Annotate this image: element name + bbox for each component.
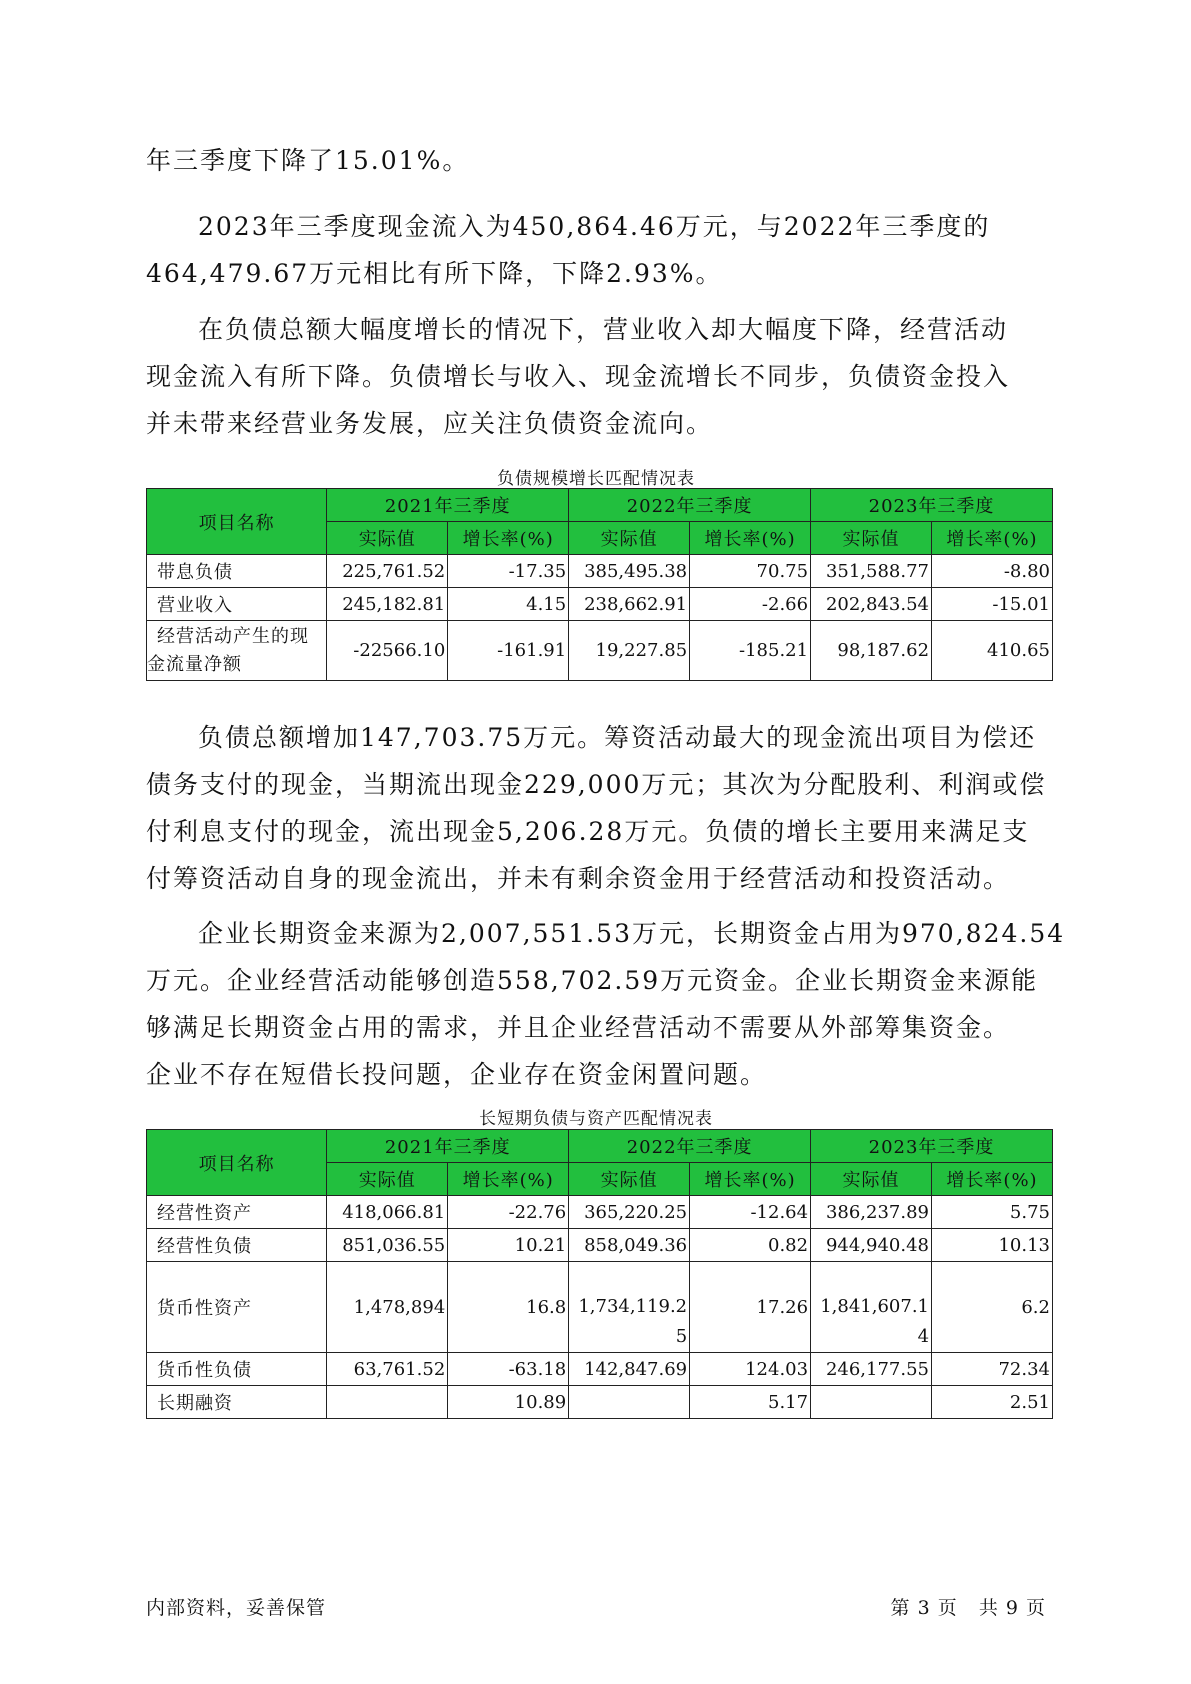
table-row xyxy=(147,1386,1053,1419)
table-row xyxy=(147,1353,1053,1386)
table-cell: 202,843.54 xyxy=(811,588,932,621)
paragraph-1 xyxy=(146,137,1046,184)
paragraph-4 xyxy=(146,714,1046,902)
text-line: 并未带来经营业务发展，应关注负债资金流向。 xyxy=(146,409,714,438)
table-cell: 124.03 xyxy=(690,1353,811,1386)
footer-page-number: 第 3 页 共 9 页 xyxy=(890,1597,1046,1619)
table-row xyxy=(147,555,1053,588)
table-cell: 19,227.85 xyxy=(569,621,690,681)
actual-value-header: 实际值 xyxy=(569,522,690,555)
row-label: 长期融资 xyxy=(147,1386,327,1419)
actual-value-header: 实际值 xyxy=(569,1163,690,1196)
table-cell xyxy=(569,1386,690,1419)
cell-line: 1,734,119.2 xyxy=(578,1296,688,1317)
period-header: 2021年三季度 xyxy=(327,1130,569,1163)
table-cell: 63,761.52 xyxy=(327,1353,448,1386)
period-header: 2021年三季度 xyxy=(327,489,569,522)
table-cell: -12.64 xyxy=(690,1196,811,1229)
row-label: 经营性资产 xyxy=(147,1196,327,1229)
row-label-line: 经营活动产生的现 xyxy=(157,625,309,647)
text-line: 现金流入有所下降。负债增长与收入、现金流增长不同步，负债资金投入 xyxy=(146,362,1011,391)
table-row xyxy=(147,1229,1053,1262)
footer-confidential-note: 内部资料，妥善保管 xyxy=(146,1597,327,1619)
table-cell: 142,847.69 xyxy=(569,1353,690,1386)
table-cell: 10.89 xyxy=(448,1386,569,1419)
table-cell: 386,237.89 xyxy=(811,1196,932,1229)
paragraph-2 xyxy=(146,203,1046,297)
table-cell: -185.21 xyxy=(690,621,811,681)
table-cell xyxy=(811,1386,932,1419)
growth-rate-header: 增长率(%) xyxy=(448,522,569,555)
period-header: 2022年三季度 xyxy=(569,489,811,522)
table-1-caption: 负债规模增长匹配情况表 xyxy=(497,469,695,489)
table-cell: 410.65 xyxy=(932,621,1053,681)
table-cell: -15.01 xyxy=(932,588,1053,621)
cell-line: 4 xyxy=(917,1326,930,1347)
growth-rate-header: 增长率(%) xyxy=(690,522,811,555)
row-label: 货币性资产 xyxy=(147,1262,327,1353)
table-cell: 858,049.36 xyxy=(569,1229,690,1262)
paragraph-5 xyxy=(146,910,1066,1098)
text-line: 付筹资活动自身的现金流出，并未有剩余资金用于经营活动和投资活动。 xyxy=(146,864,1011,893)
table-cell: -2.66 xyxy=(690,588,811,621)
actual-value-header: 实际值 xyxy=(327,1163,448,1196)
table-cell xyxy=(327,1386,448,1419)
period-header: 2022年三季度 xyxy=(569,1130,811,1163)
table-cell: 2.51 xyxy=(932,1386,1053,1419)
table-cell: 944,940.48 xyxy=(811,1229,932,1262)
text-line: 企业长期资金来源为2,007,551.53万元，长期资金占用为970,824.54 xyxy=(198,919,1066,948)
table-cell: 4.15 xyxy=(448,588,569,621)
table-row xyxy=(147,588,1053,621)
table-cell: 17.26 xyxy=(690,1262,811,1353)
text-line: 464,479.67万元相比有所下降，下降2.93%。 xyxy=(146,259,723,288)
paragraph-3 xyxy=(146,306,1046,447)
table-cell xyxy=(569,1262,690,1353)
text-line: 负债总额增加147,703.75万元。筹资活动最大的现金流出项目为偿还 xyxy=(198,723,1037,752)
table-cell: 98,187.62 xyxy=(811,621,932,681)
text-line: 企业不存在短借长投问题，企业存在资金闲置问题。 xyxy=(146,1060,768,1089)
text-line: 在负债总额大幅度增长的情况下，营业收入却大幅度下降，经营活动 xyxy=(198,315,1009,344)
table-cell: 5.75 xyxy=(932,1196,1053,1229)
table-cell: 246,177.55 xyxy=(811,1353,932,1386)
text-line: 债务支付的现金，当期流出现金229,000万元；其次为分配股利、利润或偿 xyxy=(146,770,1047,799)
table-cell: -161.91 xyxy=(448,621,569,681)
table-cell: 245,182.81 xyxy=(327,588,448,621)
item-name-header: 项目名称 xyxy=(147,1130,327,1196)
table-cell: 6.2 xyxy=(932,1262,1053,1353)
period-header: 2023年三季度 xyxy=(811,489,1053,522)
row-label: 营业收入 xyxy=(147,588,327,621)
text-line: 年三季度下降了15.01%。 xyxy=(146,146,470,175)
table-cell: 0.82 xyxy=(690,1229,811,1262)
table-row xyxy=(147,1196,1053,1229)
actual-value-header: 实际值 xyxy=(811,1163,932,1196)
row-label xyxy=(147,621,327,681)
row-label: 货币性负债 xyxy=(147,1353,327,1386)
table-header-row xyxy=(147,489,1053,522)
table-cell: -17.35 xyxy=(448,555,569,588)
table-cell: 10.13 xyxy=(932,1229,1053,1262)
table-cell: 851,036.55 xyxy=(327,1229,448,1262)
table-row xyxy=(147,1262,1053,1353)
table-cell: 1,478,894 xyxy=(327,1262,448,1353)
table-cell: -22566.10 xyxy=(327,621,448,681)
growth-rate-header: 增长率(%) xyxy=(932,522,1053,555)
table-cell: 225,761.52 xyxy=(327,555,448,588)
row-label-line: 金流量净额 xyxy=(147,653,242,675)
table-cell: -8.80 xyxy=(932,555,1053,588)
cell-line: 5 xyxy=(675,1326,688,1347)
row-label: 经营性负债 xyxy=(147,1229,327,1262)
table-cell: -22.76 xyxy=(448,1196,569,1229)
actual-value-header: 实际值 xyxy=(327,522,448,555)
debt-asset-match-table xyxy=(146,1129,1053,1419)
table-cell xyxy=(811,1262,932,1353)
growth-rate-header: 增长率(%) xyxy=(448,1163,569,1196)
table-cell: 418,066.81 xyxy=(327,1196,448,1229)
table-cell: 365,220.25 xyxy=(569,1196,690,1229)
table-cell: 70.75 xyxy=(690,555,811,588)
growth-rate-header: 增长率(%) xyxy=(690,1163,811,1196)
period-header: 2023年三季度 xyxy=(811,1130,1053,1163)
item-name-header: 项目名称 xyxy=(147,489,327,555)
table-cell: 10.21 xyxy=(448,1229,569,1262)
table-cell: 16.8 xyxy=(448,1262,569,1353)
table-cell: 238,662.91 xyxy=(569,588,690,621)
text-line: 付利息支付的现金，流出现金5,206.28万元。负债的增长主要用来满足支 xyxy=(146,817,1030,846)
actual-value-header: 实际值 xyxy=(811,522,932,555)
debt-growth-match-table xyxy=(146,488,1053,681)
table-cell: 385,495.38 xyxy=(569,555,690,588)
row-label: 带息负债 xyxy=(147,555,327,588)
text-line: 2023年三季度现金流入为450,864.46万元，与2022年三季度的 xyxy=(198,212,991,241)
text-line: 万元。企业经营活动能够创造558,702.59万元资金。企业长期资金来源能 xyxy=(146,966,1039,995)
table-header-row xyxy=(147,1130,1053,1163)
text-line: 够满足长期资金占用的需求，并且企业经营活动不需要从外部筹集资金。 xyxy=(146,1013,1011,1042)
growth-rate-header: 增长率(%) xyxy=(932,1163,1053,1196)
cell-line: 1,841,607.1 xyxy=(820,1296,930,1317)
table-cell: 5.17 xyxy=(690,1386,811,1419)
table-cell: -63.18 xyxy=(448,1353,569,1386)
table-cell: 72.34 xyxy=(932,1353,1053,1386)
table-row xyxy=(147,621,1053,681)
table-cell: 351,588.77 xyxy=(811,555,932,588)
table-2-caption: 长短期负债与资产匹配情况表 xyxy=(479,1109,713,1129)
